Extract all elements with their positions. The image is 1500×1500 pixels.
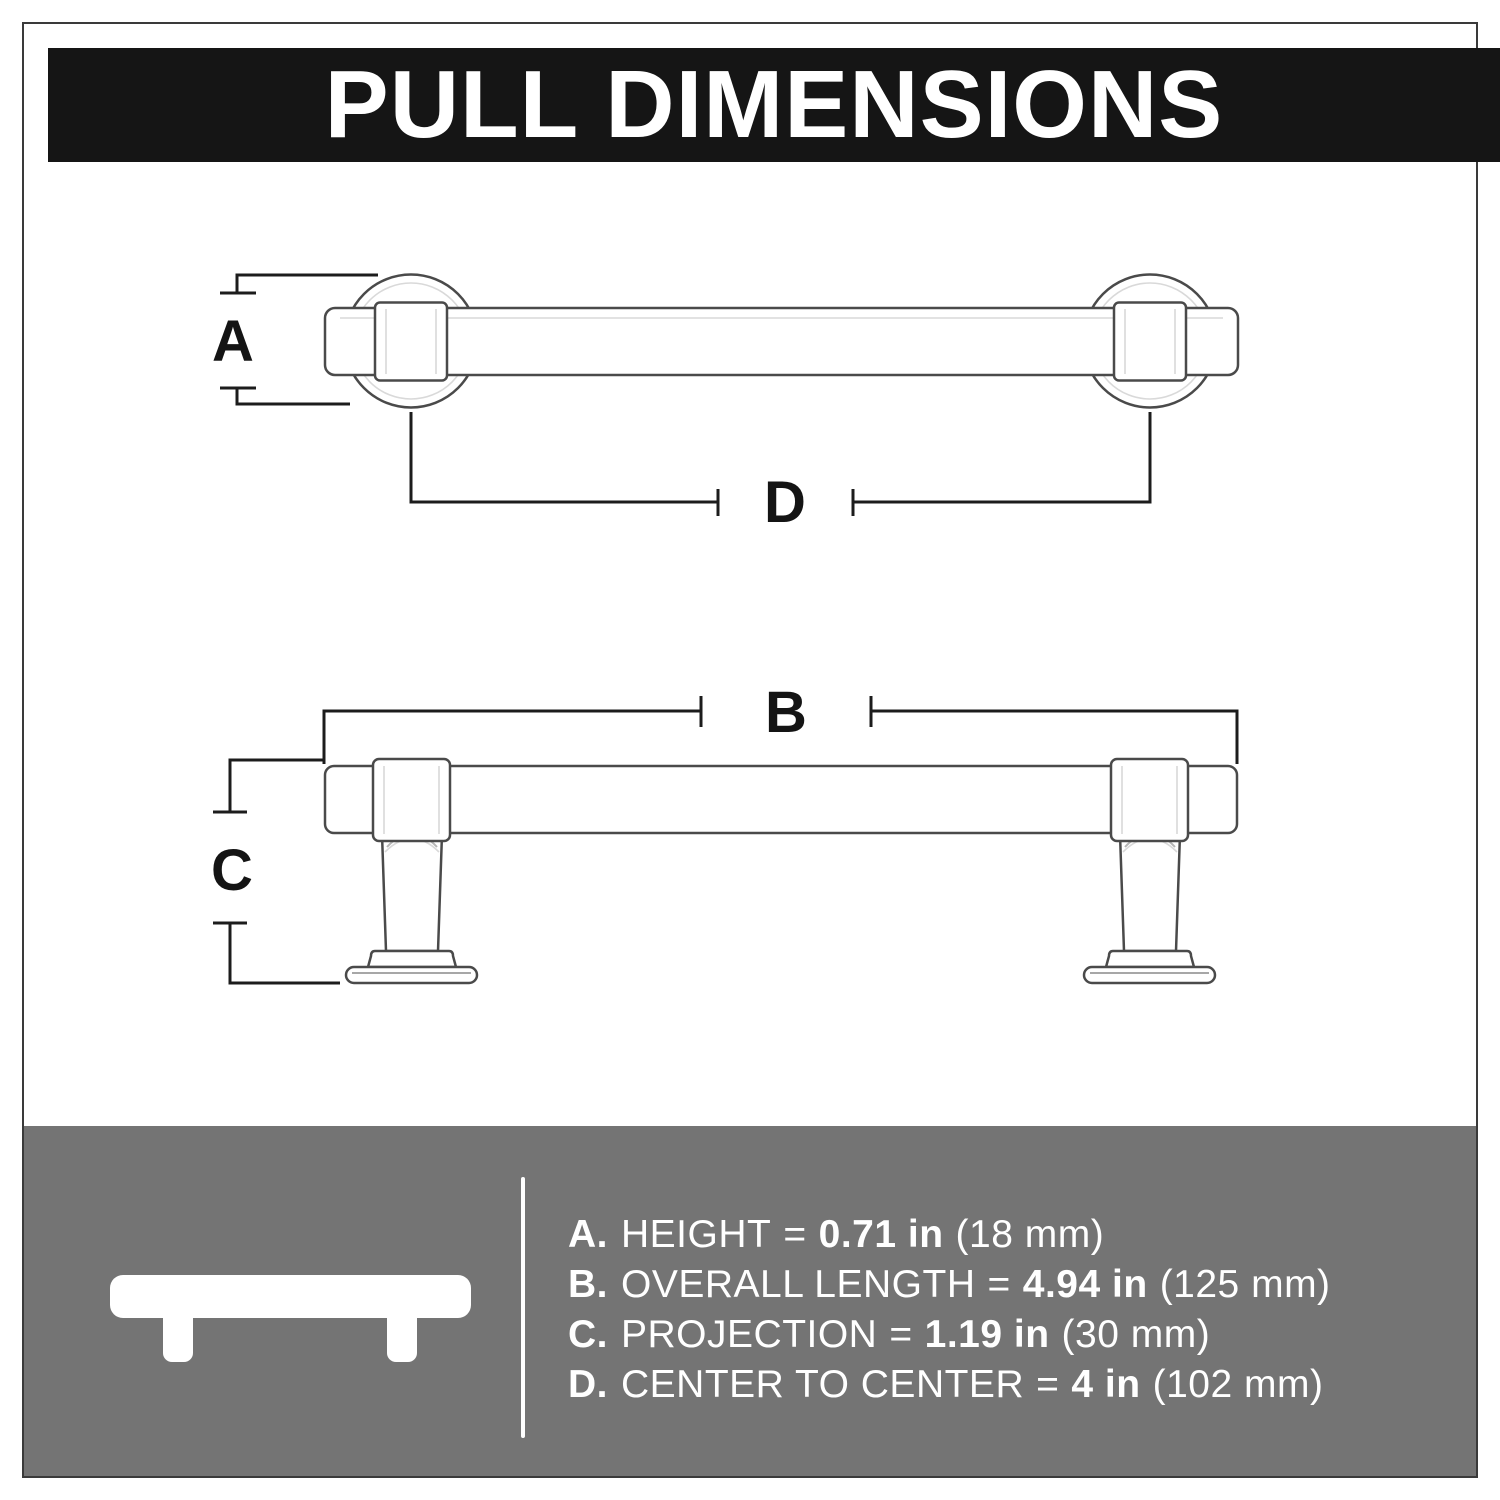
post-stem-right (1120, 834, 1180, 951)
spec-equals: = (889, 1313, 913, 1356)
dim-label-d: D (764, 470, 806, 535)
dimension-diagram (24, 138, 1476, 1126)
spec-equals: = (1036, 1363, 1060, 1406)
spec-panel (24, 1126, 1476, 1476)
spec-row-projection (568, 1310, 1331, 1360)
post-stem-left (382, 834, 442, 951)
spec-row-height (568, 1210, 1331, 1260)
foot-plate-right (1084, 967, 1215, 983)
spec-metric: (30 mm) (1061, 1313, 1211, 1356)
panel-divider (521, 1177, 525, 1438)
post-base-left (368, 951, 456, 967)
silhouette-leg (163, 1314, 193, 1362)
spec-row-center-to-center (568, 1360, 1331, 1410)
page-title: PULL DIMENSIONS (324, 51, 1224, 158)
dim-label-b: B (765, 680, 807, 745)
spec-label: HEIGHT (621, 1213, 772, 1256)
silhouette-bar (110, 1275, 471, 1318)
foot-plate-left (346, 967, 477, 983)
spec-label: PROJECTION (621, 1313, 878, 1356)
spec-letter: C. (568, 1313, 608, 1356)
spec-equals: = (987, 1263, 1011, 1306)
silhouette-leg (387, 1314, 417, 1362)
spec-metric: (125 mm) (1159, 1263, 1331, 1306)
spec-value: 1.19 in (924, 1313, 1050, 1356)
front-view-drawing (211, 680, 1237, 983)
spec-letter: D. (568, 1363, 608, 1406)
pull-silhouette-icon (24, 1126, 521, 1476)
spec-value: 4.94 in (1022, 1263, 1148, 1306)
spec-list (568, 1210, 1331, 1410)
dim-label-a: A (212, 309, 254, 374)
spec-value: 0.71 in (818, 1213, 944, 1256)
handle-bar-front-view (325, 766, 1237, 833)
spec-row-overall-length (568, 1260, 1331, 1310)
spec-letter: A. (568, 1213, 608, 1256)
spec-equals: = (783, 1213, 807, 1256)
spec-letter: B. (568, 1263, 608, 1306)
spec-label: CENTER TO CENTER (621, 1363, 1025, 1406)
post-base-right (1106, 951, 1194, 967)
dim-label-c: C (211, 838, 253, 903)
spec-metric: (102 mm) (1152, 1363, 1324, 1406)
top-view-drawing (212, 275, 1238, 536)
spec-value: 4 in (1071, 1363, 1141, 1406)
spec-metric: (18 mm) (955, 1213, 1105, 1256)
spec-label: OVERALL LENGTH (621, 1263, 976, 1306)
